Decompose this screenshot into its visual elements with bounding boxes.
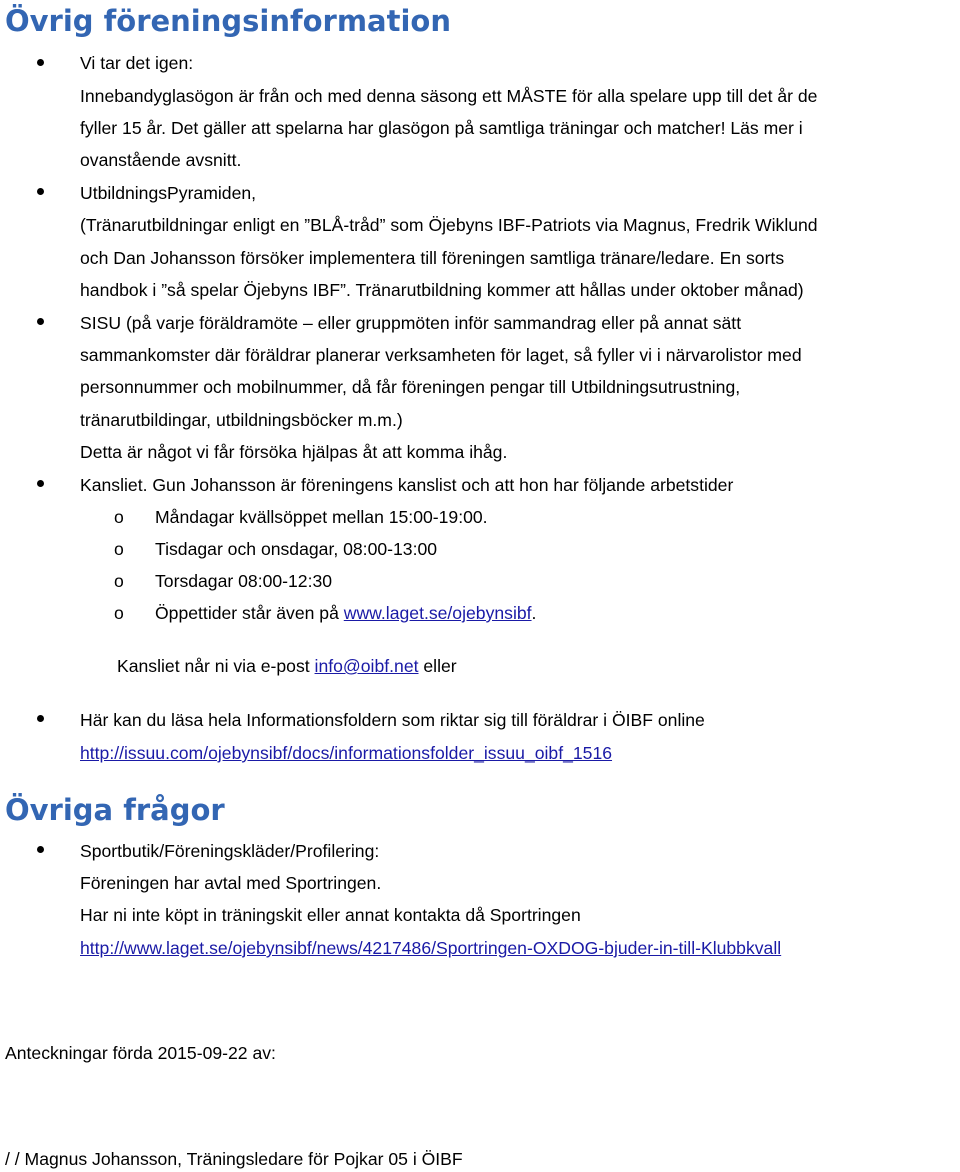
signature-line: / / Magnus Johansson, Träningsledare för Pojkar 05 i ÖIBF [5, 1149, 463, 1169]
sub-bullet-marker: o [114, 507, 124, 527]
text-line: UtbildningsPyramiden, [80, 183, 257, 203]
sportringen-link[interactable]: http://www.laget.se/ojebynsibf/news/4217486/Sportringen-OXDOG-bjuder-in-till-Klubbkvall [80, 938, 782, 958]
text-line: Föreningen har avtal med Sportringen. [80, 873, 382, 893]
section-heading-foreningsinformation: Övrig föreningsinformation [5, 4, 452, 38]
text-line: Detta är något vi får försöka hjälpas åt att komma ihåg. [80, 442, 508, 462]
section-heading-ovriga-fragor: Övriga frågor [5, 793, 225, 827]
text-line: tränarutbildingar, utbildningsböcker m.m.) [80, 410, 403, 430]
sub-bullet-marker: o [114, 539, 124, 559]
email-text: eller [418, 656, 457, 676]
email-text: Kansliet når ni via e-post [117, 656, 315, 676]
text-line: SISU (på varje föräldramöte – eller gruppmöten inför sammandrag eller på annat sätt [80, 313, 742, 333]
text-line: personnummer och mobilnummer, då får föreningen pengar till Utbildningsutrustning, [80, 377, 741, 397]
list-item-text: Öppettider står även på [155, 603, 344, 623]
text-line: Innebandyglasögon är från och med denna säsong ett MÅSTE för alla spelare upp till det år de [80, 86, 818, 106]
text-line: sammankomster där föräldrar planerar verksamheten för laget, så fyller vi i närvarolistor med [80, 345, 802, 365]
bullet-icon [37, 318, 44, 325]
text-line: ovanstående avsnitt. [80, 150, 242, 170]
list-item-text: . [531, 603, 537, 623]
text-line: Kansliet. Gun Johansson är föreningens kanslist och att hon har följande arbetstider [80, 475, 734, 495]
text-line: Har ni inte köpt in träningskit eller annat kontakta då Sportringen [80, 905, 581, 925]
issuu-link[interactable]: http://issuu.com/ojebynsibf/docs/informationsfolder_issuu_oibf_1516 [80, 743, 613, 763]
list-item: Torsdagar 08:00-12:30 [155, 571, 333, 591]
list-item: Måndagar kvällsöppet mellan 15:00-19:00. [155, 507, 488, 527]
text-line: Här kan du läsa hela Informationsfoldern som riktar sig till föräldrar i ÖIBF online [80, 710, 705, 730]
bullet-icon [37, 715, 44, 722]
list-item: Tisdagar och onsdagar, 08:00-13:00 [155, 539, 438, 559]
text-line: fyller 15 år. Det gäller att spelarna har glasögon på samtliga träningar och matcher! Läs mer i [80, 118, 803, 138]
bullet-icon [37, 188, 44, 195]
bullet-icon [37, 480, 44, 487]
laget-link[interactable]: www.laget.se/ojebynsibf [343, 603, 532, 623]
text-line: (Tränarutbildningar enligt en ”BLÅ-tråd” som Öjebyns IBF-Patriots via Magnus, Fredrik Wiklund [80, 215, 818, 235]
bullet-icon [37, 59, 44, 66]
text-line [117, 653, 457, 679]
text-line [80, 740, 612, 766]
email-link[interactable]: info@oibf.net [314, 656, 419, 676]
notes-line: Anteckningar förda 2015-09-22 av: [5, 1043, 276, 1063]
text-line [80, 935, 781, 961]
text-line: Vi tar det igen: [80, 53, 194, 73]
text-line: och Dan Johansson försöker implementera till föreningen samtliga tränare/ledare. En sorts [80, 248, 785, 268]
text-line: handbok i ”så spelar Öjebyns IBF”. Tränarutbildning kommer att hållas under oktober månad) [80, 280, 804, 300]
text-line: Sportbutik/Föreningskläder/Profilering: [80, 841, 380, 861]
sub-bullet-marker: o [114, 603, 124, 623]
sub-bullet-marker: o [114, 571, 124, 591]
list-item [155, 600, 536, 626]
bullet-icon [37, 846, 44, 853]
